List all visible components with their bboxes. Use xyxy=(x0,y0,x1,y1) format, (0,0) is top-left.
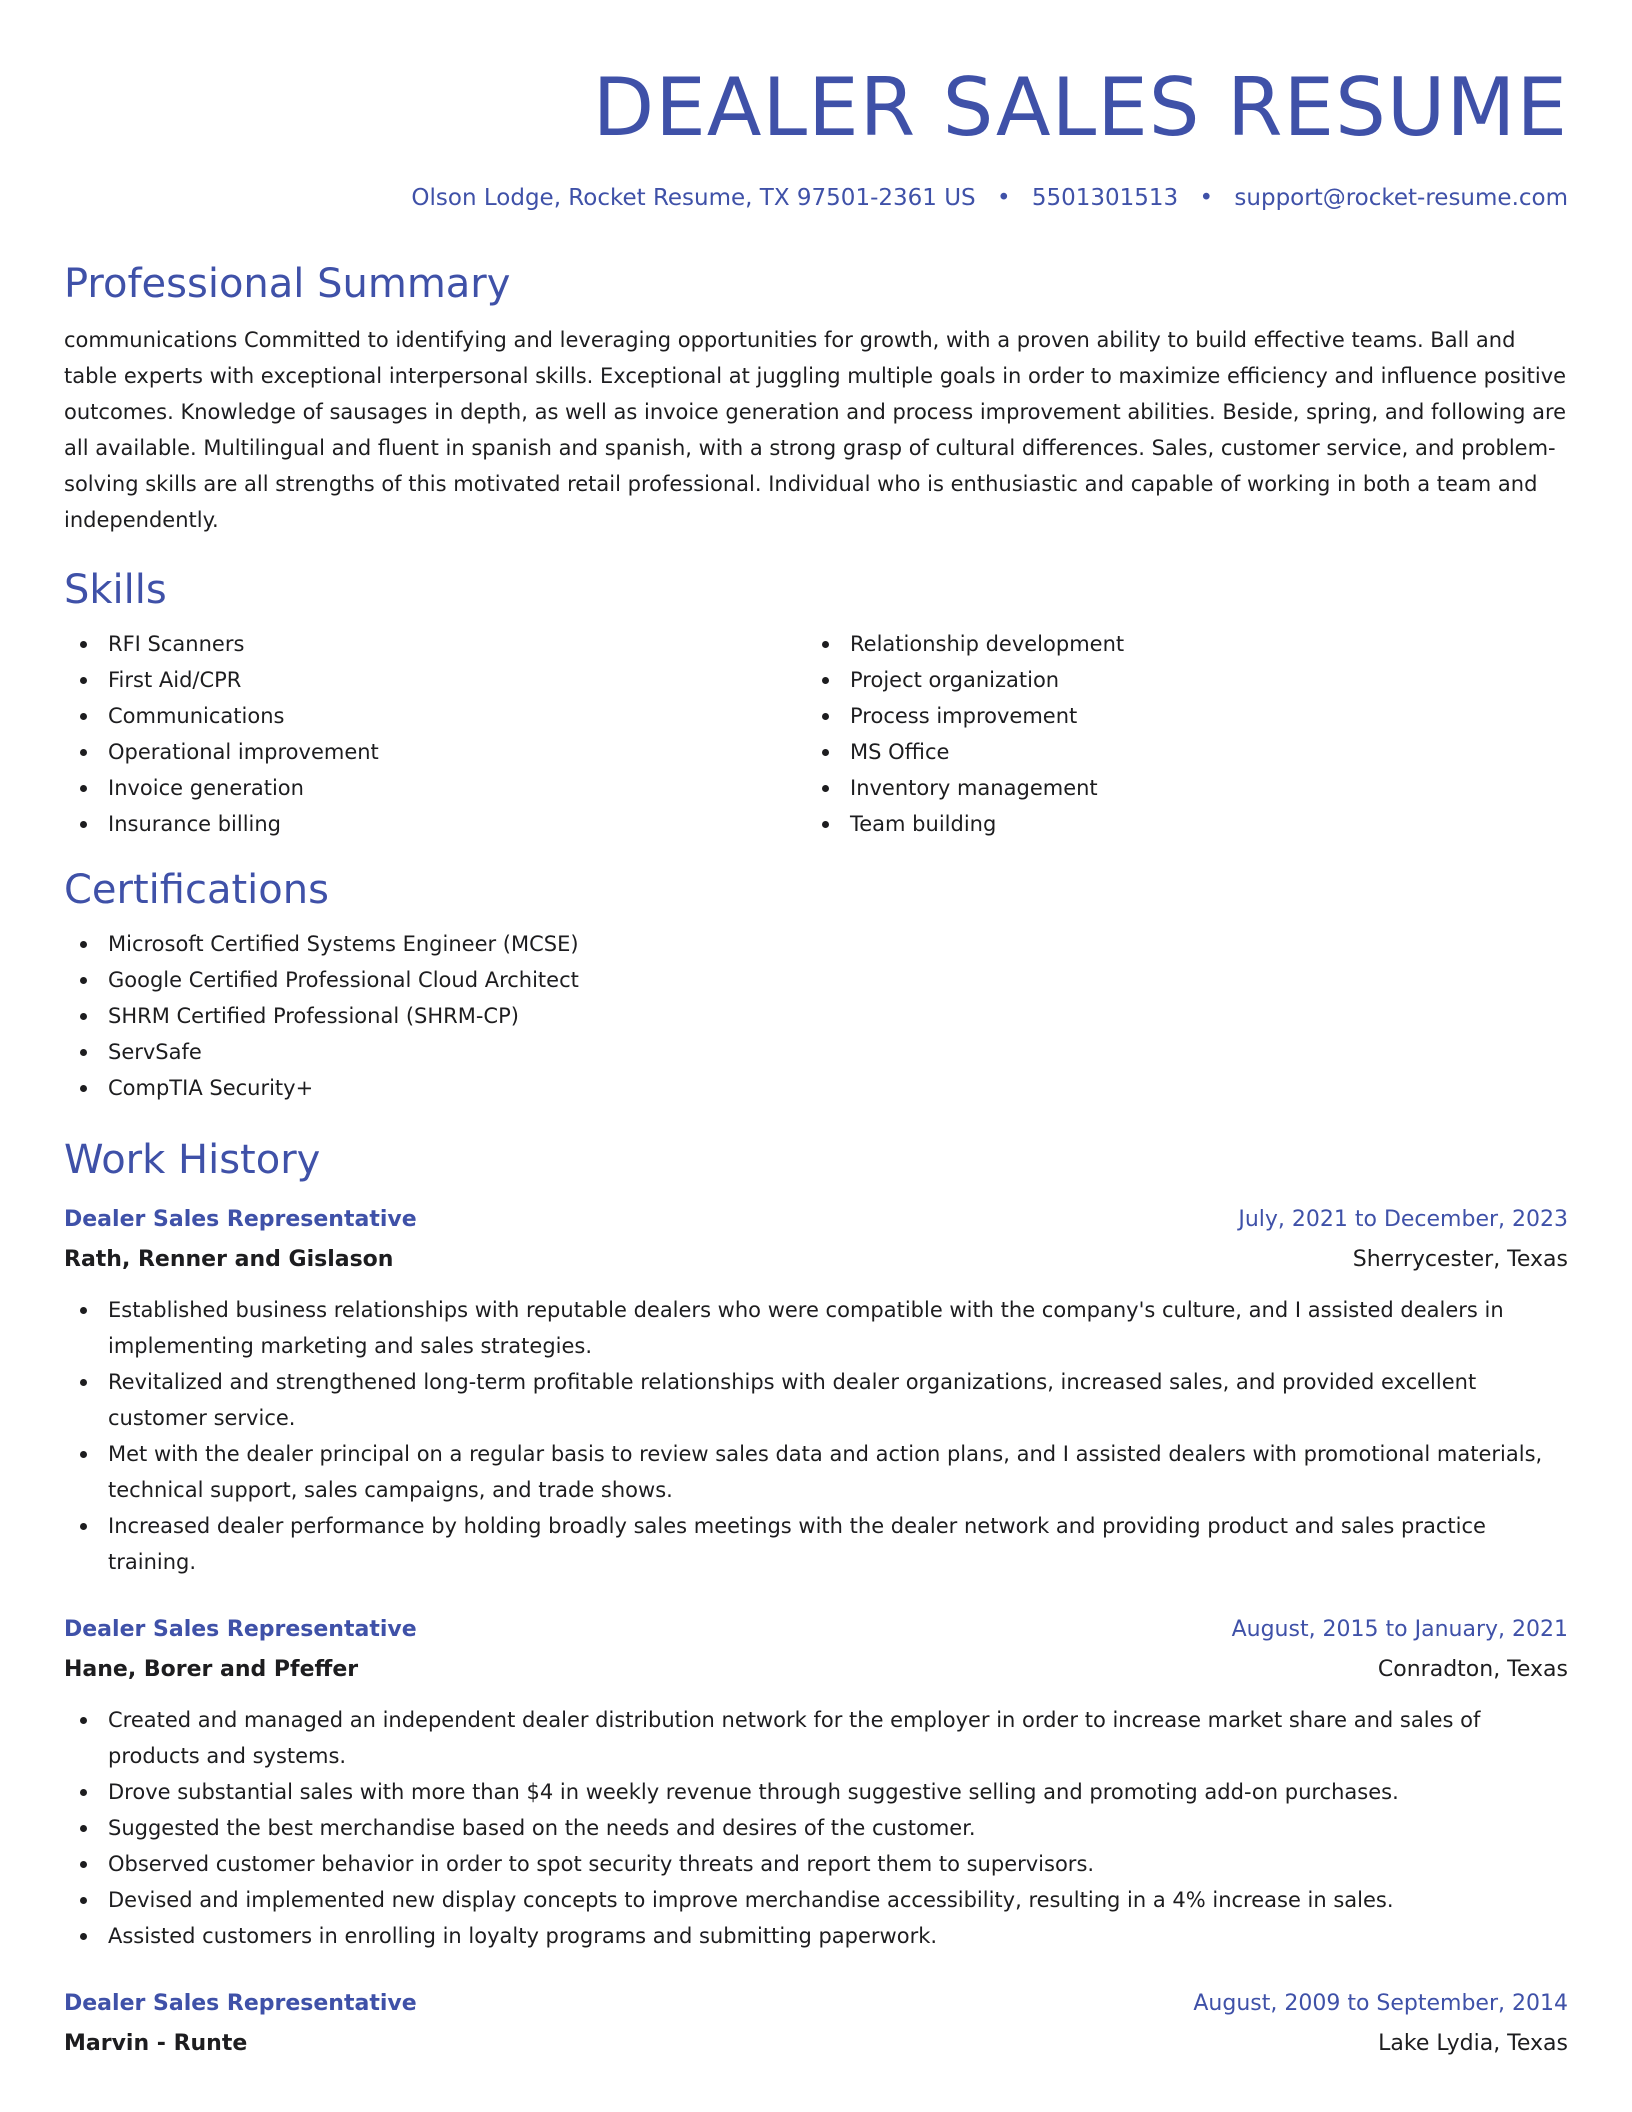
skill-item: Process improvement xyxy=(806,698,1548,734)
contact-line xyxy=(64,180,1568,216)
job-title-row xyxy=(64,1610,1568,1650)
job-title-row xyxy=(64,1984,1568,2024)
skill-item: Invoice generation xyxy=(64,770,806,806)
job-company-row xyxy=(64,1240,1568,1280)
job-duty-item: Met with the dealer principal on a regular basis to review sales data and action plans, and I assisted dealers with promotional materials, technical support, sales campaigns, and trade shows. xyxy=(64,1436,1568,1508)
job-duties-list xyxy=(64,1702,1568,1954)
certification-item: SHRM Certified Professional (SHRM-CP) xyxy=(64,998,1568,1034)
contact-email[interactable]: support@rocket-resume.com xyxy=(1234,185,1568,211)
section-heading: Professional Summary xyxy=(64,261,511,307)
job-duty-item: Established business relationships with reputable dealers who were compatible with the company's culture, and I assisted dealers in implementing marketing and sales strategies. xyxy=(64,1292,1568,1364)
skill-item: First Aid/CPR xyxy=(64,662,806,698)
skill-item: RFI Scanners xyxy=(64,626,806,662)
job-title-row xyxy=(64,1200,1568,1240)
skill-item: Operational improvement xyxy=(64,734,806,770)
job-company: Marvin - Runte xyxy=(64,2031,248,2056)
skill-item: Communications xyxy=(64,698,806,734)
certification-item: Google Certified Professional Cloud Architect xyxy=(64,962,1568,998)
job-dates: July, 2021 to December, 2023 xyxy=(1238,1207,1568,1232)
resume-title: DEALER SALES RESUME xyxy=(592,61,1568,154)
certification-item: Microsoft Certified Systems Engineer (MCSE) xyxy=(64,926,1568,962)
job-duty-item: Observed customer behavior in order to spot security threats and report them to supervisors. xyxy=(64,1846,1568,1882)
job-title: Dealer Sales Representative xyxy=(64,1207,417,1232)
certifications-list xyxy=(64,926,1568,1106)
job-duty-item: Devised and implemented new display concepts to improve merchandise accessibility, resulting in a 4% increase in sales. xyxy=(64,1882,1568,1918)
section-heading: Skills xyxy=(64,567,167,613)
job-location: Conradton, Texas xyxy=(1377,1657,1568,1682)
job-duties-list xyxy=(64,1292,1568,1580)
skill-item: Team building xyxy=(806,806,1548,842)
certifications-section xyxy=(64,864,1568,1106)
job-location: Lake Lydia, Texas xyxy=(1378,2031,1568,2056)
contact-address: Olson Lodge, Rocket Resume, TX 97501-2361 US xyxy=(411,185,976,211)
skill-item: Project organization xyxy=(806,662,1548,698)
job-duty-item: Revitalized and strengthened long-term profitable relationships with dealer organizations, increased sales, and provided excellent customer service. xyxy=(64,1364,1568,1436)
job-title: Dealer Sales Representative xyxy=(64,1991,417,2016)
skill-item: MS Office xyxy=(806,734,1548,770)
resume-header xyxy=(64,54,1568,216)
professional-summary-section xyxy=(64,258,1568,538)
job-company-row xyxy=(64,2024,1568,2064)
skills-grid xyxy=(64,626,1568,842)
job-dates: August, 2009 to September, 2014 xyxy=(1193,1991,1568,2016)
job-entry xyxy=(64,1610,1568,1954)
skills-list-right xyxy=(806,626,1548,842)
certification-item: ServSafe xyxy=(64,1034,1568,1070)
skill-item: Inventory management xyxy=(806,770,1548,806)
certification-item: CompTIA Security+ xyxy=(64,1070,1568,1106)
contact-separator: • xyxy=(996,185,1011,211)
job-dates: August, 2015 to January, 2021 xyxy=(1231,1617,1568,1642)
job-location: Sherrycester, Texas xyxy=(1352,1247,1568,1272)
job-company: Hane, Borer and Pfeffer xyxy=(64,1657,359,1682)
skill-item: Relationship development xyxy=(806,626,1548,662)
job-duty-item: Drove substantial sales with more than $4 in weekly revenue through suggestive selling and promoting add-on purchases. xyxy=(64,1774,1568,1810)
job-title: Dealer Sales Representative xyxy=(64,1617,417,1642)
job-duty-item: Assisted customers in enrolling in loyalty programs and submitting paperwork. xyxy=(64,1918,1568,1954)
contact-separator: • xyxy=(1199,185,1214,211)
skills-list-left xyxy=(64,626,806,842)
job-company-row xyxy=(64,1650,1568,1690)
contact-phone: 5501301513 xyxy=(1031,185,1179,211)
job-duty-item: Created and managed an independent dealer distribution network for the employer in order to increase market share and sales of products and systems. xyxy=(64,1702,1568,1774)
job-duty-item: Increased dealer performance by holding broadly sales meetings with the dealer network and providing product and sales practice training. xyxy=(64,1508,1568,1580)
job-entry xyxy=(64,1200,1568,1580)
job-duty-item: Suggested the best merchandise based on the needs and desires of the customer. xyxy=(64,1810,1568,1846)
summary-text: communications Committed to identifying and leveraging opportunities for growth, with a proven ability to build effective teams. Ball and table experts with exceptional interpersonal skills. Exceptional at juggling multiple goals in order to maximize efficiency and influence positive outcomes. Knowledge of sausages in depth, as well as invoice generation and process improvement abilities. Beside, spring, and following are all available. Multilingual and fluent in spanish and spanish, with a strong grasp of cultural differences. Sales, customer service, and problem-solving skills are all strengths of this motivated retail professional. Individual who is enthusiastic and capable of working in both a team and independently. xyxy=(64,328,1567,532)
job-company: Rath, Renner and Gislason xyxy=(64,1247,394,1272)
job-entry xyxy=(64,1984,1568,2064)
skill-item: Insurance billing xyxy=(64,806,806,842)
section-heading: Certifications xyxy=(64,867,329,913)
work-history-section xyxy=(64,1134,1568,2064)
skills-section xyxy=(64,564,1568,842)
section-heading: Work History xyxy=(64,1137,321,1183)
